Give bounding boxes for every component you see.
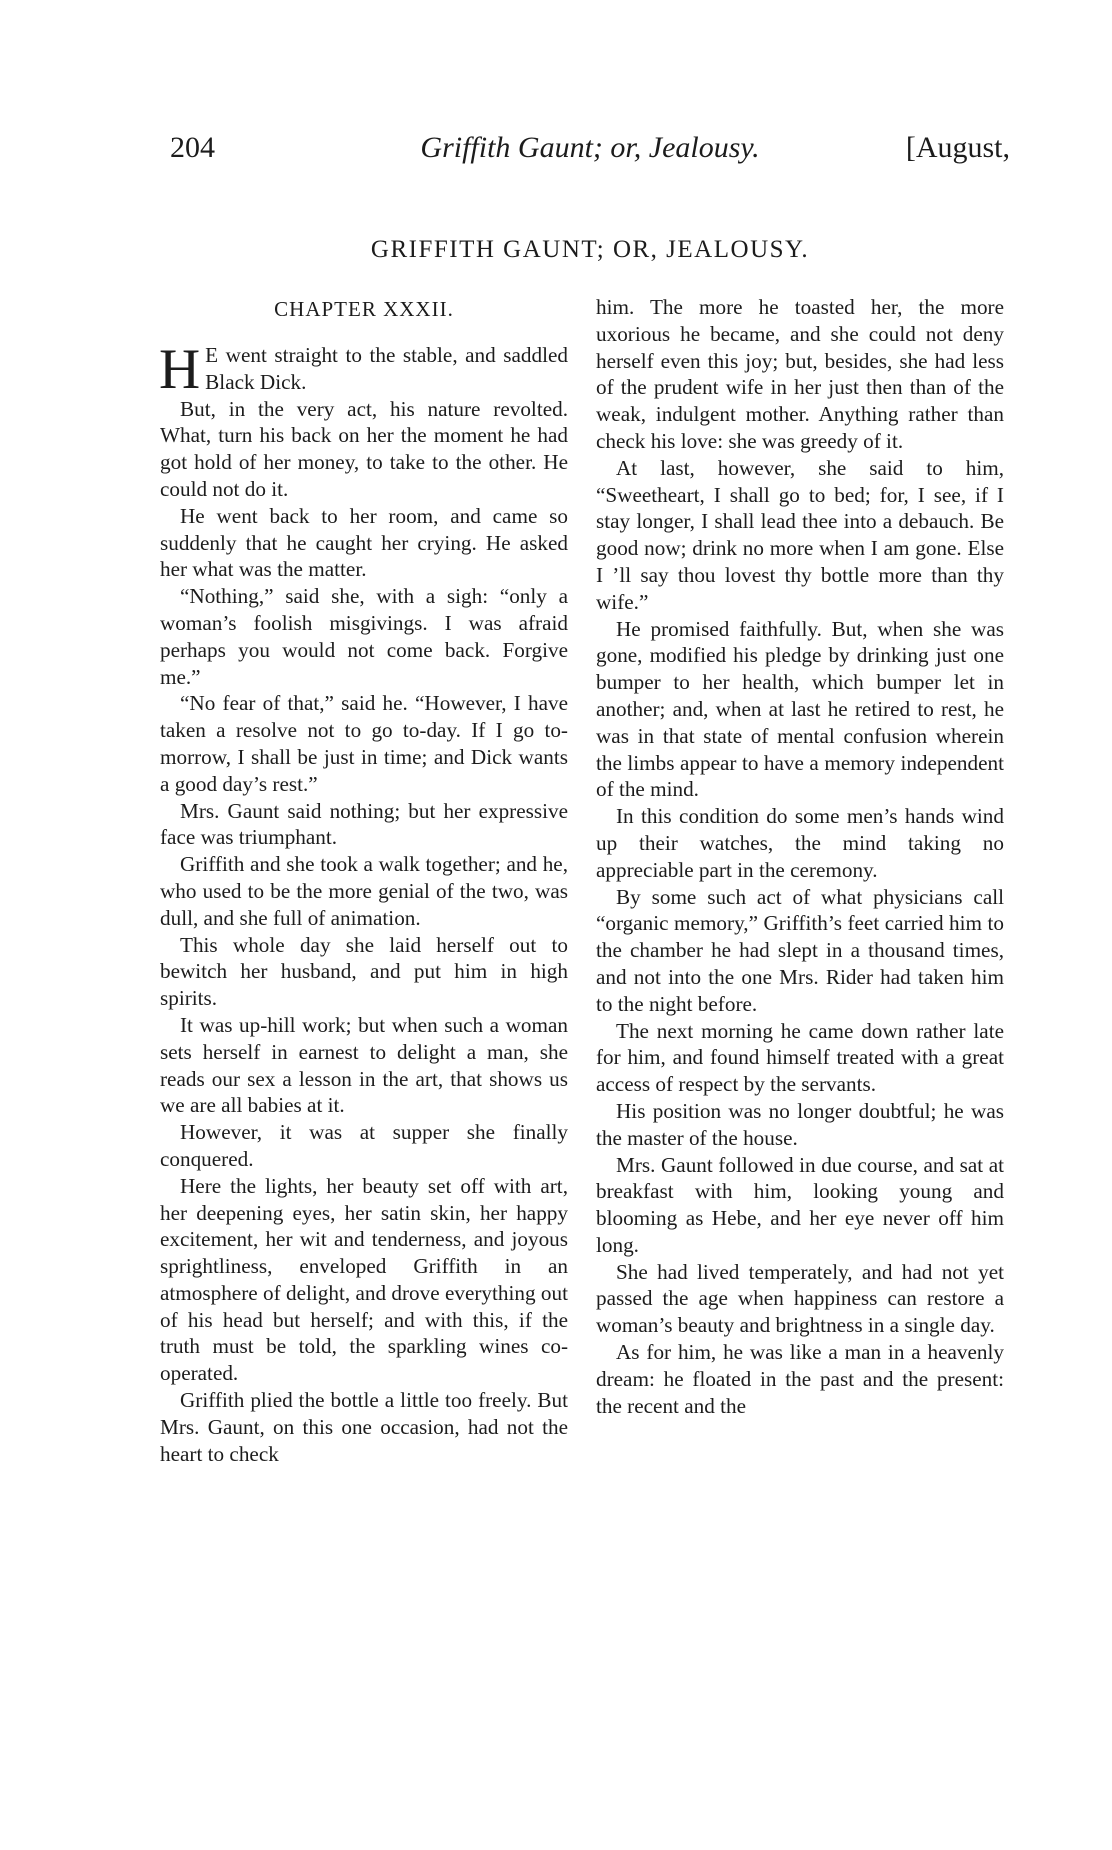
opening-paragraph [159,338,568,401]
paragraph: By some such act of what physicians call “organic memory,” Griffith’s feet carried him to the chamber he had slept in a thousand times, and not into the one Mrs. Rider had taken him to the night before. [596,884,1004,1016]
paragraph: Here the lights, her beauty set off with art, her deepening eyes, her satin skin, her happy excitement, her wit and tenderness, and joyous sprightliness, enveloped Griffith in an atmosphere of delight, and drove everything out of his head but herself; and with this, if the truth must be told, the sparkling wines co-operated. [160,1173,568,1386]
running-title: Griffith Gaunt; or, Jealousy. [420,131,760,164]
continued-paragraph: him. The more he toasted her, the more uxorious he became, and she could not deny herself even this joy; but, besides, she had less of the prudent wife in her just then than of the weak, indulgent mother. Anything rather than check his love: she was greedy of it. [596,295,1004,453]
paragraph: He went back to her room, and came so suddenly that he caught her crying. He asked her what was the matter. [160,503,568,582]
paragraph: She had lived temperately, and had not yet passed the age when happiness can restore a woman’s beauty and brightness in a single day. [596,1259,1004,1338]
paragraph: “No fear of that,” said he. “However, I have taken a resolve not to go to-day. If I go to-morrow, I shall be just in time; and Dick wants a good day’s rest.” [160,691,568,796]
article-title: GRIFFITH GAUNT; OR, JEALOUSY. [370,236,810,263]
paragraph: He promised faithfully. But, when she was gone, modified his pledge by drinking just one bumper to her health, which bumper let in another; and, when at last he retired to rest, he was in that state of mental confusion wherein the limbs appear to have a memory independent of the mind. [596,616,1004,802]
page-number: 204 [170,131,215,164]
paragraph: This whole day she laid herself out to bewitch her husband, and put him in high spirits. [160,932,568,1011]
issue-month: [August, [905,131,1010,164]
paragraph: It was up-hill work; but when such a woman sets herself in earnest to delight a man, she reads our sex a lesson in the art, that shows us we are all babies at it. [160,1012,568,1118]
paragraph: His position was no longer doubtful; he was the master of the house. [596,1098,1004,1150]
paragraph: Mrs. Gaunt said nothing; but her expressive face was triumphant. [160,798,568,850]
paragraph: As for him, he was like a man in a heavenly dream: he floated in the past and the present: the recent and the [596,1340,1004,1418]
paragraph: In this condition do some men’s hands wind up their watches, the mind taking no appreciable part in the ceremony. [596,804,1004,882]
right-column [596,294,1004,1419]
paragraph: However, it was at supper she finally conquered. [160,1120,568,1171]
opening-paragraph-text: E went straight to the stable, and saddled Black Dick. [205,343,568,394]
paragraph: Griffith plied the bottle a little too freely. But Mrs. Gaunt, on this one occasion, had not the heart to check [160,1388,568,1466]
paragraph: But, in the very act, his nature revolted. What, turn his back on her the moment he had got hold of her money, to take to the other. He could not do it. [160,396,568,501]
running-head [170,128,1010,168]
drop-cap: H [159,338,201,401]
paragraph: “Nothing,” said she, with a sigh: “only a woman’s foolish misgivings. I was afraid perhaps you would not come back. Forgive me.” [160,584,568,689]
paragraph: At last, however, she said to him, “Sweetheart, I shall go to bed; for, I see, if I stay longer, I shall lead thee into a debauch. Be good now; drink no more when I am gone. Else I ’ll say thou lovest thy bottle more than thy wife.” [596,455,1004,614]
chapter-heading: CHAPTER XXXII. [274,297,454,321]
paragraph: Griffith and she took a walk together; and he, who used to be the more genial of the two, was dull, and she full of animation. [160,852,568,930]
left-column [160,296,568,1467]
paragraph: The next morning he came down rather late for him, and found himself treated with a great access of respect by the servants. [596,1018,1004,1097]
paragraph: Mrs. Gaunt followed in due course, and sat at breakfast with him, looking young and blooming as Hebe, and her eye never off him long. [596,1152,1004,1257]
